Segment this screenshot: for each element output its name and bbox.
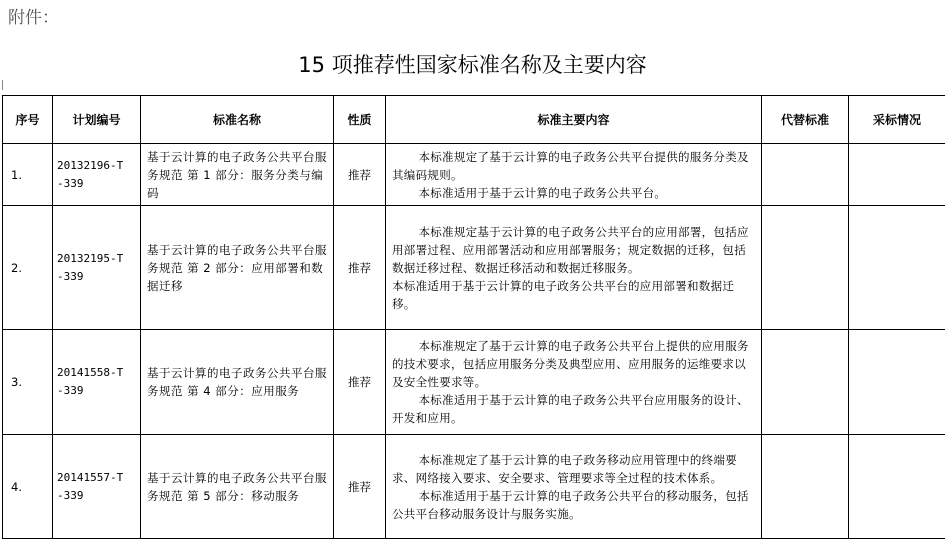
row-nature: 推荐 xyxy=(334,330,386,435)
plan-code-line2: -339 xyxy=(57,176,84,190)
standards-table xyxy=(2,95,945,539)
row-no: 2. xyxy=(3,206,53,330)
row-no: 3. xyxy=(3,330,53,435)
content-paragraph: 本标准适用于基于云计算的电子政务公共平台应用服务的设计、开发和应用。 xyxy=(392,393,749,425)
row-standard-name: 基于云计算的电子政务公共平台服务规范 第 5 部分：移动服务 xyxy=(141,435,334,539)
plan-code-line2: -339 xyxy=(57,488,84,502)
content-paragraph: 本标准适用于基于云计算的电子政务公共平台的移动服务，包括公共平台移动服务设计与服务实施。 xyxy=(392,488,749,521)
table-row xyxy=(3,435,945,539)
attachment-label: 附件： xyxy=(8,8,59,28)
content-paragraph: 本标准适用于基于云计算的电子政务公共平台。 xyxy=(418,185,667,200)
row-standard-name: 基于云计算的电子政务公共平台服务规范 第 1 部分：服务分类与编码 xyxy=(141,144,334,206)
header-standard-name: 标准名称 xyxy=(141,96,334,144)
row-adoption xyxy=(849,206,945,330)
row-replaced-standard xyxy=(762,144,849,206)
row-plan-code xyxy=(53,144,141,206)
header-no: 序号 xyxy=(3,96,53,144)
row-standard-name: 基于云计算的电子政务公共平台服务规范 第 2 部分：应用部署和数据迁移 xyxy=(141,206,334,330)
header-main-content: 标准主要内容 xyxy=(386,96,762,144)
row-replaced-standard xyxy=(762,435,849,539)
document-title: 15 项推荐性国家标准名称及主要内容 xyxy=(298,53,647,77)
row-main-content xyxy=(386,330,762,435)
row-main-content xyxy=(386,206,762,330)
plan-code-line1: 20141557-T xyxy=(57,470,124,484)
row-adoption xyxy=(849,330,945,435)
corner-mark xyxy=(2,80,4,90)
row-no: 4. xyxy=(3,435,53,539)
content-paragraph: 本标准规定了基于云计算的电子政务公共平台上提供的应用服务的技术要求，包括应用服务分类及典型应用、应用服务的运维要求以及安全性要求等。 xyxy=(392,339,749,389)
row-standard-name: 基于云计算的电子政务公共平台服务规范 第 4 部分：应用服务 xyxy=(141,330,334,435)
row-nature: 推荐 xyxy=(334,144,386,206)
plan-code-line1: 20141558-T xyxy=(57,366,124,379)
content-paragraph: 本标准规定了基于云计算的电子政务公共平台提供的服务分类及其编码规则。 xyxy=(392,149,749,182)
header-adoption: 采标情况 xyxy=(849,96,945,144)
plan-code-line1: 20132196-T xyxy=(57,158,124,172)
row-main-content xyxy=(386,144,762,206)
row-plan-code xyxy=(53,435,141,539)
header-nature: 性质 xyxy=(334,96,386,144)
row-no: 1. xyxy=(3,144,53,206)
row-plan-code xyxy=(53,330,141,435)
row-replaced-standard xyxy=(762,330,849,435)
header-plan-code: 计划编号 xyxy=(53,96,141,144)
content-paragraph: 本标准规定了基于云计算的电子政务移动应用管理中的终端要求、网络接入要求、安全要求、管理要求等全过程的技术体系。 xyxy=(392,452,738,485)
content-paragraph: 本标准适用于基于云计算的电子政务公共平台的应用部署和数据迁移。 xyxy=(392,278,735,311)
table-row xyxy=(3,144,945,206)
row-plan-code xyxy=(53,206,141,330)
table-header-row xyxy=(3,96,945,144)
row-adoption xyxy=(849,144,945,206)
row-nature: 推荐 xyxy=(334,206,386,330)
table-row xyxy=(3,206,945,330)
row-replaced-standard xyxy=(762,206,849,330)
plan-code-line1: 20132195-T xyxy=(57,251,124,265)
row-adoption xyxy=(849,435,945,539)
plan-code-line2: -339 xyxy=(57,269,84,283)
plan-code-line2: -339 xyxy=(57,384,84,397)
row-main-content xyxy=(386,435,762,539)
row-nature: 推荐 xyxy=(334,435,386,539)
table-row xyxy=(3,330,945,435)
content-paragraph: 本标准规定基于云计算的电子政务公共平台的应用部署，包括应用部署过程、应用部署活动和应用部署服务；规定数据的迁移，包括数据迁移过程、数据迁移活动和数据迁移服务。 xyxy=(392,224,749,275)
header-replaced-standard: 代替标准 xyxy=(762,96,849,144)
